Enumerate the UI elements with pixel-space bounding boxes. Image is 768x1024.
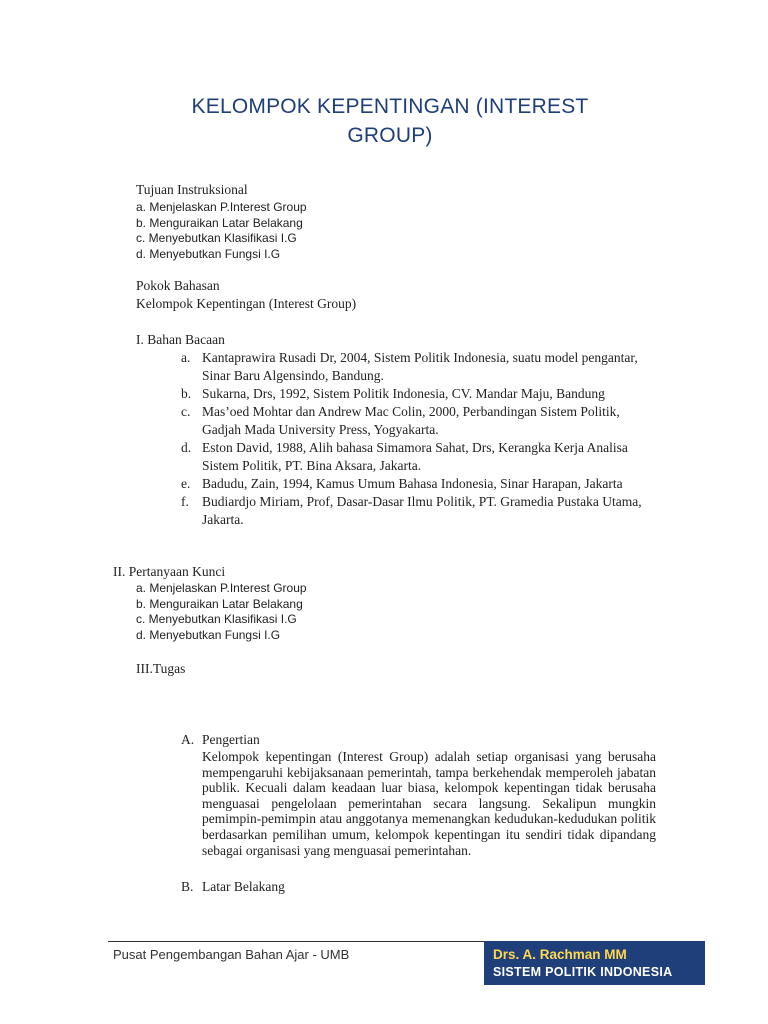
footer-author: Drs. A. Rachman MM xyxy=(493,947,627,962)
pertanyaan-list xyxy=(136,581,307,643)
tujuan-item: b. Menguraikan Latar Belakang xyxy=(136,215,303,230)
section-letter: B. xyxy=(181,879,194,895)
pengertian-paragraph: Kelompok kepentingan (Interest Group) adalah setiap organisasi yang berusaha mempengaruhi kebijaksanaan pemerintah, tampa berkehendak memperoleh jabatan publik. Kecuali dalam keadaan luar biasa, kelompok kepentingan tidak berusaha menguasai pengelolaan pemerintahan secara langsung. Sekalipun mungkin pemimpin-pemimpin atau anggotanya memenangkan kedudukan-kedudukan politik berdasarkan pemilihan umum, kelompok kepentingan itu sendiri tidak dipandang sebagai organisasi yang menguasai pemerintahan. xyxy=(202,749,656,858)
section-title: Pengertian xyxy=(202,732,260,747)
pokok-text: Kelompok Kepentingan (Interest Group) xyxy=(136,296,357,311)
tujuan-item: c. Menyebutkan Klasifikasi I.G xyxy=(136,231,297,245)
footer-subject: SISTEM POLITIK INDONESIA xyxy=(493,965,673,979)
section-title: Latar Belakang xyxy=(202,879,285,895)
pertanyaan-item: b. Menguraikan Latar Belakang xyxy=(136,596,303,611)
pertanyaan-item: d. Menyebutkan Fungsi I.G xyxy=(136,627,281,642)
pertanyaan-item: a. Menjelaskan P.Interest Group xyxy=(136,581,307,595)
reference-text: Mas’oed Mohtar dan Andrew Mac Colin, 2000, Perbandingan Sistem Politik, Gadjah Mada University Press, Yogyakarta. xyxy=(202,404,620,437)
tujuan-item: d. Menyebutkan Fungsi I.G xyxy=(136,246,281,261)
reference-item xyxy=(181,385,661,403)
tujuan-heading: Tujuan Instruksional xyxy=(136,182,248,197)
document-title: KELOMPOK KEPENTINGAN (INTEREST GROUP) xyxy=(191,95,589,147)
section-b-heading xyxy=(181,878,656,896)
reference-item xyxy=(181,349,661,385)
reference-text: Kantaprawira Rusadi Dr, 2004, Sistem Politik Indonesia, suatu model pengantar, Sinar Baru Algensindo, Bandung. xyxy=(202,350,638,383)
reference-item xyxy=(181,439,661,475)
tujuan-item: a. Menjelaskan P.Interest Group xyxy=(136,200,307,214)
reference-letter: c. xyxy=(181,404,191,419)
reference-item xyxy=(181,475,661,493)
reference-letter: a. xyxy=(181,350,191,365)
footer-badge xyxy=(484,941,705,985)
tujuan-list xyxy=(136,200,307,262)
pengertian-section xyxy=(181,731,656,896)
footer-institution: Pusat Pengembangan Bahan Ajar - UMB xyxy=(113,947,350,962)
tugas-heading: III.Tugas xyxy=(136,661,186,676)
reference-letter: f. xyxy=(181,494,189,509)
reference-text: Eston David, 1988, Alih bahasa Simamora Sahat, Drs, Kerangka Kerja Analisa Sistem Politik, PT. Bina Aksara, Jakarta. xyxy=(202,440,628,473)
reference-item xyxy=(181,403,661,439)
section-letter: A. xyxy=(181,732,195,747)
reference-list xyxy=(181,349,661,529)
pertanyaan-heading: II. Pertanyaan Kunci xyxy=(113,564,226,579)
pertanyaan-item: c. Menyebutkan Klasifikasi I.G xyxy=(136,612,297,626)
reference-letter: b. xyxy=(181,386,192,401)
reference-letter: e. xyxy=(181,476,191,491)
reference-text: Badudu, Zain, 1994, Kamus Umum Bahasa Indonesia, Sinar Harapan, Jakarta xyxy=(202,476,623,491)
section-a-heading xyxy=(181,731,656,749)
bahan-heading: I. Bahan Bacaan xyxy=(136,332,225,347)
reference-item xyxy=(181,493,661,529)
reference-text: Sukarna, Drs, 1992, Sistem Politik Indonesia, CV. Mandar Maju, Bandung xyxy=(202,386,605,401)
reference-letter: d. xyxy=(181,440,192,455)
pokok-heading: Pokok Bahasan xyxy=(136,278,220,293)
reference-text: Budiardjo Miriam, Prof, Dasar-Dasar Ilmu Politik, PT. Gramedia Pustaka Utama, Jakarta. xyxy=(202,494,642,527)
